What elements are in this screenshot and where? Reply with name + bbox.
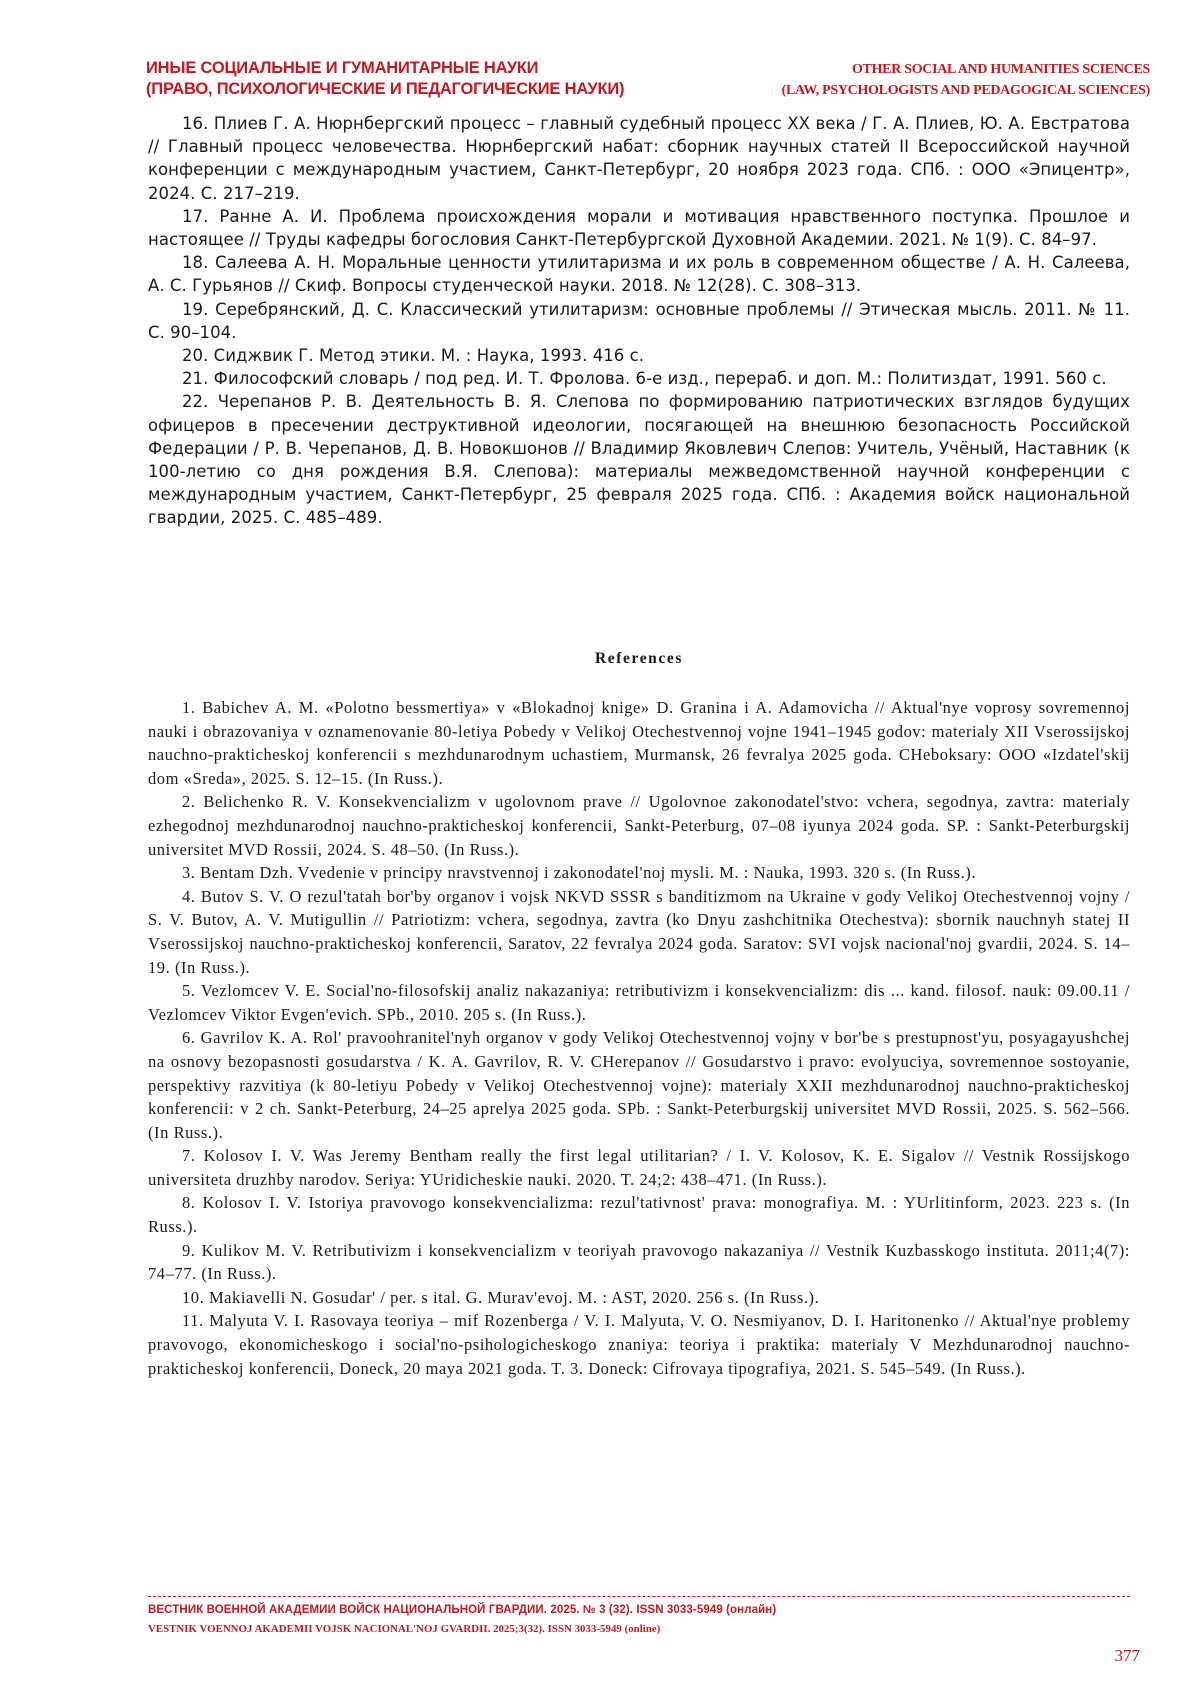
reference-item: 18. Салеева А. Н. Моральные ценности утилитаризма и их роль в современном обществе / А. Н. Салеева, А. С. Гурьянов // Скиф. Вопросы студенческой науки. 2018. № 12(28). С. 308–313. [148, 253, 1130, 296]
references-heading: References [594, 650, 683, 667]
reference-item: 16. Плиев Г. А. Нюрнбергский процесс – главный судебный процесс XX века / Г. А. Плиев, Ю. А. Евстратова // Главный процесс человечества. Нюрнбергский набат: сборник научных статей II Всероссийской научной конференции с международным участием, Санкт-Петербург, 20 ноября 2023 года. СПб. : ООО «Эпицентр», 2024. С. 217–219. [148, 114, 1130, 203]
footer-journal-en: VESTNIK VOENNOJ AKADEMII VOJSK NACIONAL'NOJ GVARDII. 2025;3(32). ISSN 3033-5949 (online) [148, 1623, 661, 1635]
section-header-en-line: OTHER SOCIAL AND HUMANITIES SCIENCES [851, 62, 1150, 77]
reference-item: 11. Malyuta V. I. Rasovaya teoriya – mif Rozenberga / V. I. Malyuta, V. O. Nesmiyanov, D. I. Haritonenko // Aktual'nye problemy pravovogo, ekonomicheskogo i social'no-psihologicheskogo znaniya: teoriya i praktika: materialy V Mezhdunarodnoj nauchno-prakticheskoj konferencii, Doneck, 20 maya 2021 goda. T. 3. Doneck: Cifrovaya tipografiya, 2021. S. 545–549. (In Russ.). [148, 1311, 1130, 1378]
reference-item: 21. Философский словарь / под ред. И. Т. Фролова. 6-е изд., перераб. и доп. М.: Политиздат, 1991. 560 с. [182, 369, 1107, 389]
english-reference-list [148, 696, 1130, 1380]
page-number: 377 [1114, 1646, 1140, 1665]
reference-item: 17. Ранне А. И. Проблема происхождения морали и мотивация нравственного поступка. Прошлое и настоящее // Труды кафедры богословия Санкт-Петербургской Духовной Академии. 2021. № 1(9). С. 84–97. [148, 206, 1130, 250]
footer-divider [148, 1596, 1130, 1597]
reference-item: 22. Черепанов Р. В. Деятельность В. Я. Слепова по формированию патриотических взглядов будущих офицеров в пресечении деструктивной идеологии, посягающей на внешнюю безопасность Российской Федерации / Р. В. Черепанов, Д. В. Новокшонов // Владимир Яковлевич Слепов: Учитель, Учёный, Наставник (к 100-летию со дня рождения В.Я. Слепова): материалы межведомственной научной конференции с международным участием, Санкт-Петербург, 25 февраля 2025 года. СПб. : Академия войск национальной гвардии, 2025. С. 485–489. [148, 392, 1130, 528]
reference-item: 2. Belichenko R. V. Konsekvencializm v ugolovnom prave // Ugolovnoe zakonodatel'stvo: vchera, segodnya, zavtra: materialy ezhegodnoj mezhdunarodnoj nauchno-prakticheskoj konferencii, Sankt-Peterburg, 07–08 iyunya 2024 goda. SP. : Sankt-Peterburgskij universitet MVD Rossii, 2024. S. 48–50. (In Russ.). [148, 792, 1130, 859]
section-header-ru-line: (ПРАВО, ПСИХОЛОГИЧЕСКИЕ И ПЕДАГОГИЧЕСКИЕ НАУКИ) [146, 80, 625, 98]
reference-item: 6. Gavrilov K. A. Rol' pravoohranitel'nyh organov v gody Velikoj Otechestvennoj vojny v bor'be s prestupnost'yu, posyagayushchej na osnovy bezopasnosti gosudarstva / K. A. Gavrilov, R. V. CHerepanov // Gosudarstvo i pravo: evolyuciya, sovremennoe sostoyanie, perspektivy razvitiya (k 80-letiyu Pobedy v Velikoj Otechestvennoj vojne): materialy XXII mezhdunarodnoj nauchno-prakticheskoj konferencii: v 2 ch. Sankt-Peterburg, 24–25 aprelya 2025 goda. SPb. : Sankt-Peterburgskij universitet MVD Rossii, 2025. S. 562–566. (In Russ.). [148, 1028, 1130, 1142]
reference-item: 3. Bentam Dzh. Vvedenie v principy nravstvennoj i zakonodatel'noj mysli. M. : Nauka, 1993. 320 s. (In Russ.). [182, 863, 976, 883]
section-header-en [630, 59, 1150, 101]
reference-item: 10. Makiavelli N. Gosudar' / per. s ital. G. Murav'evoj. M. : AST, 2020. 256 s. (In Russ.). [182, 1287, 820, 1307]
reference-item: 19. Серебрянский, Д. С. Классический утилитаризм: основные проблемы // Этическая мысль. 2011. № 11. С. 90–104. [148, 299, 1130, 342]
reference-item: 8. Kolosov I. V. Istoriya pravovogo konsekvencializma: rezul'tativnost' prava: monografiya. M. : YUrlitinform, 2023. 223 s. (In Russ.). [148, 1193, 1130, 1237]
reference-item: 9. Kulikov M. V. Retributivizm i konsekvencializm v teoriyah pravovogo nakazaniya // Vestnik Kuzbasskogo instituta. 2011;4(7): 74–77. (In Russ.). [148, 1240, 1130, 1284]
section-header-ru [146, 58, 706, 100]
section-header-en-line: (LAW, PSYCHOLOGISTS AND PEDAGOGICAL SCIENCES) [781, 83, 1150, 98]
footer-journal-ru: ВЕСТНИК ВОЕННОЙ АКАДЕМИИ ВОЙСК НАЦИОНАЛЬНОЙ ГВАРДИИ. 2025. № 3 (32). ISSN 3033-5949 (онлайн) [148, 1604, 777, 1616]
reference-item: 20. Сиджвик Г. Метод этики. М. : Наука, 1993. 416 с. [182, 346, 645, 366]
reference-item: 5. Vezlomcev V. E. Social'no-filosofskij analiz nakazaniya: retributivizm i konsekvencializm: dis ... kand. filosof. nauk: 09.00.11 / Vezlomcev Viktor Evgen'evich. SPb., 2010. 205 s. (In Russ.). [148, 981, 1130, 1024]
russian-reference-list [148, 112, 1130, 530]
reference-item: 7. Kolosov I. V. Was Jeremy Bentham really the first legal utilitarian? / I. V. Kolosov, K. E. Sigalov // Vestnik Rossijskogo universiteta druzhby narodov. Seriya: YUridicheskie nauki. 2020. T. 24;2: 438–471. (In Russ.). [148, 1146, 1130, 1189]
reference-item: 1. Babichev A. M. «Polotno bessmertiya» v «Blokadnoj knige» D. Granina i A. Adamovicha // Aktual'nye voprosy sovremennoj nauki i obrazovaniya v oznamenovanie 80-letiya Pobedy v Velikoj Otechestvennoj vojne 1941–1945 godov: materialy XII Vserossijskoj nauchno-prakticheskoj konferencii s mezhdunarodnym uchastiem, Murmansk, 26 fevralya 2025 goda. CHeboksary: OOO «Izdatel'skij dom «Sreda», 2025. S. 12–15. (In Russ.). [148, 698, 1130, 788]
reference-item: 4. Butov S. V. O rezul'tatah bor'by organov i vojsk NKVD SSSR s banditizmom na Ukraine v gody Velikoj Otechestvennoj vojny / S. V. Butov, A. V. Mutigullin // Patriotizm: vchera, segodnya, zavtra (ko Dnyu zashchitnika Otechestva): sbornik nauchnyh statej II Vserossijskoj nauchno-prakticheskoj konferencii, Saratov, 22 fevralya 2024 goda. Saratov: SVI vojsk nacional'noj gvardii, 2024. S. 14–19. (In Russ.). [148, 886, 1130, 977]
section-header-ru-line: ИНЫЕ СОЦИАЛЬНЫЕ И ГУМАНИТАРНЫЕ НАУКИ [146, 59, 539, 77]
